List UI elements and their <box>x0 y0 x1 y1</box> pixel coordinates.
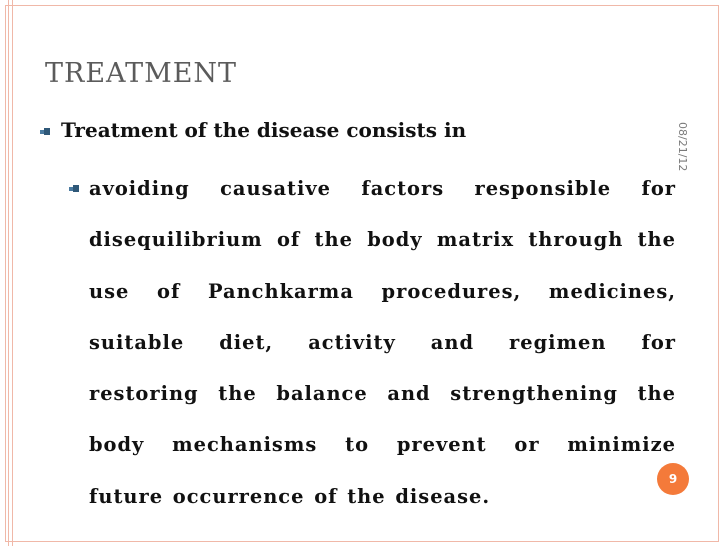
paragraph-line: use of Panchkarma procedures, medicines, <box>89 279 676 303</box>
left-border-line-inner <box>12 0 13 546</box>
square-bullet-icon <box>40 127 51 138</box>
bullet-heading: Treatment of the disease consists in <box>61 118 467 142</box>
slide-date: 08/21/12 <box>676 122 689 172</box>
paragraph-line: future occurrence of the disease. <box>89 484 491 508</box>
sub-bullet-paragraph <box>89 176 676 535</box>
paragraph-line: avoiding causative factors responsible for <box>89 177 676 200</box>
paragraph-line: restoring the balance and strengthening the <box>89 382 676 406</box>
paragraph-line: body mechanisms to prevent or minimize <box>89 433 676 457</box>
page-number-badge: 9 <box>657 463 689 495</box>
paragraph-line: disequilibrium of the body matrix through the <box>89 228 676 252</box>
left-border-line <box>8 0 9 546</box>
square-bullet-icon <box>69 184 80 195</box>
slide-title: TREATMENT <box>45 58 238 89</box>
paragraph-line: suitable diet, activity and regimen for <box>89 330 676 354</box>
